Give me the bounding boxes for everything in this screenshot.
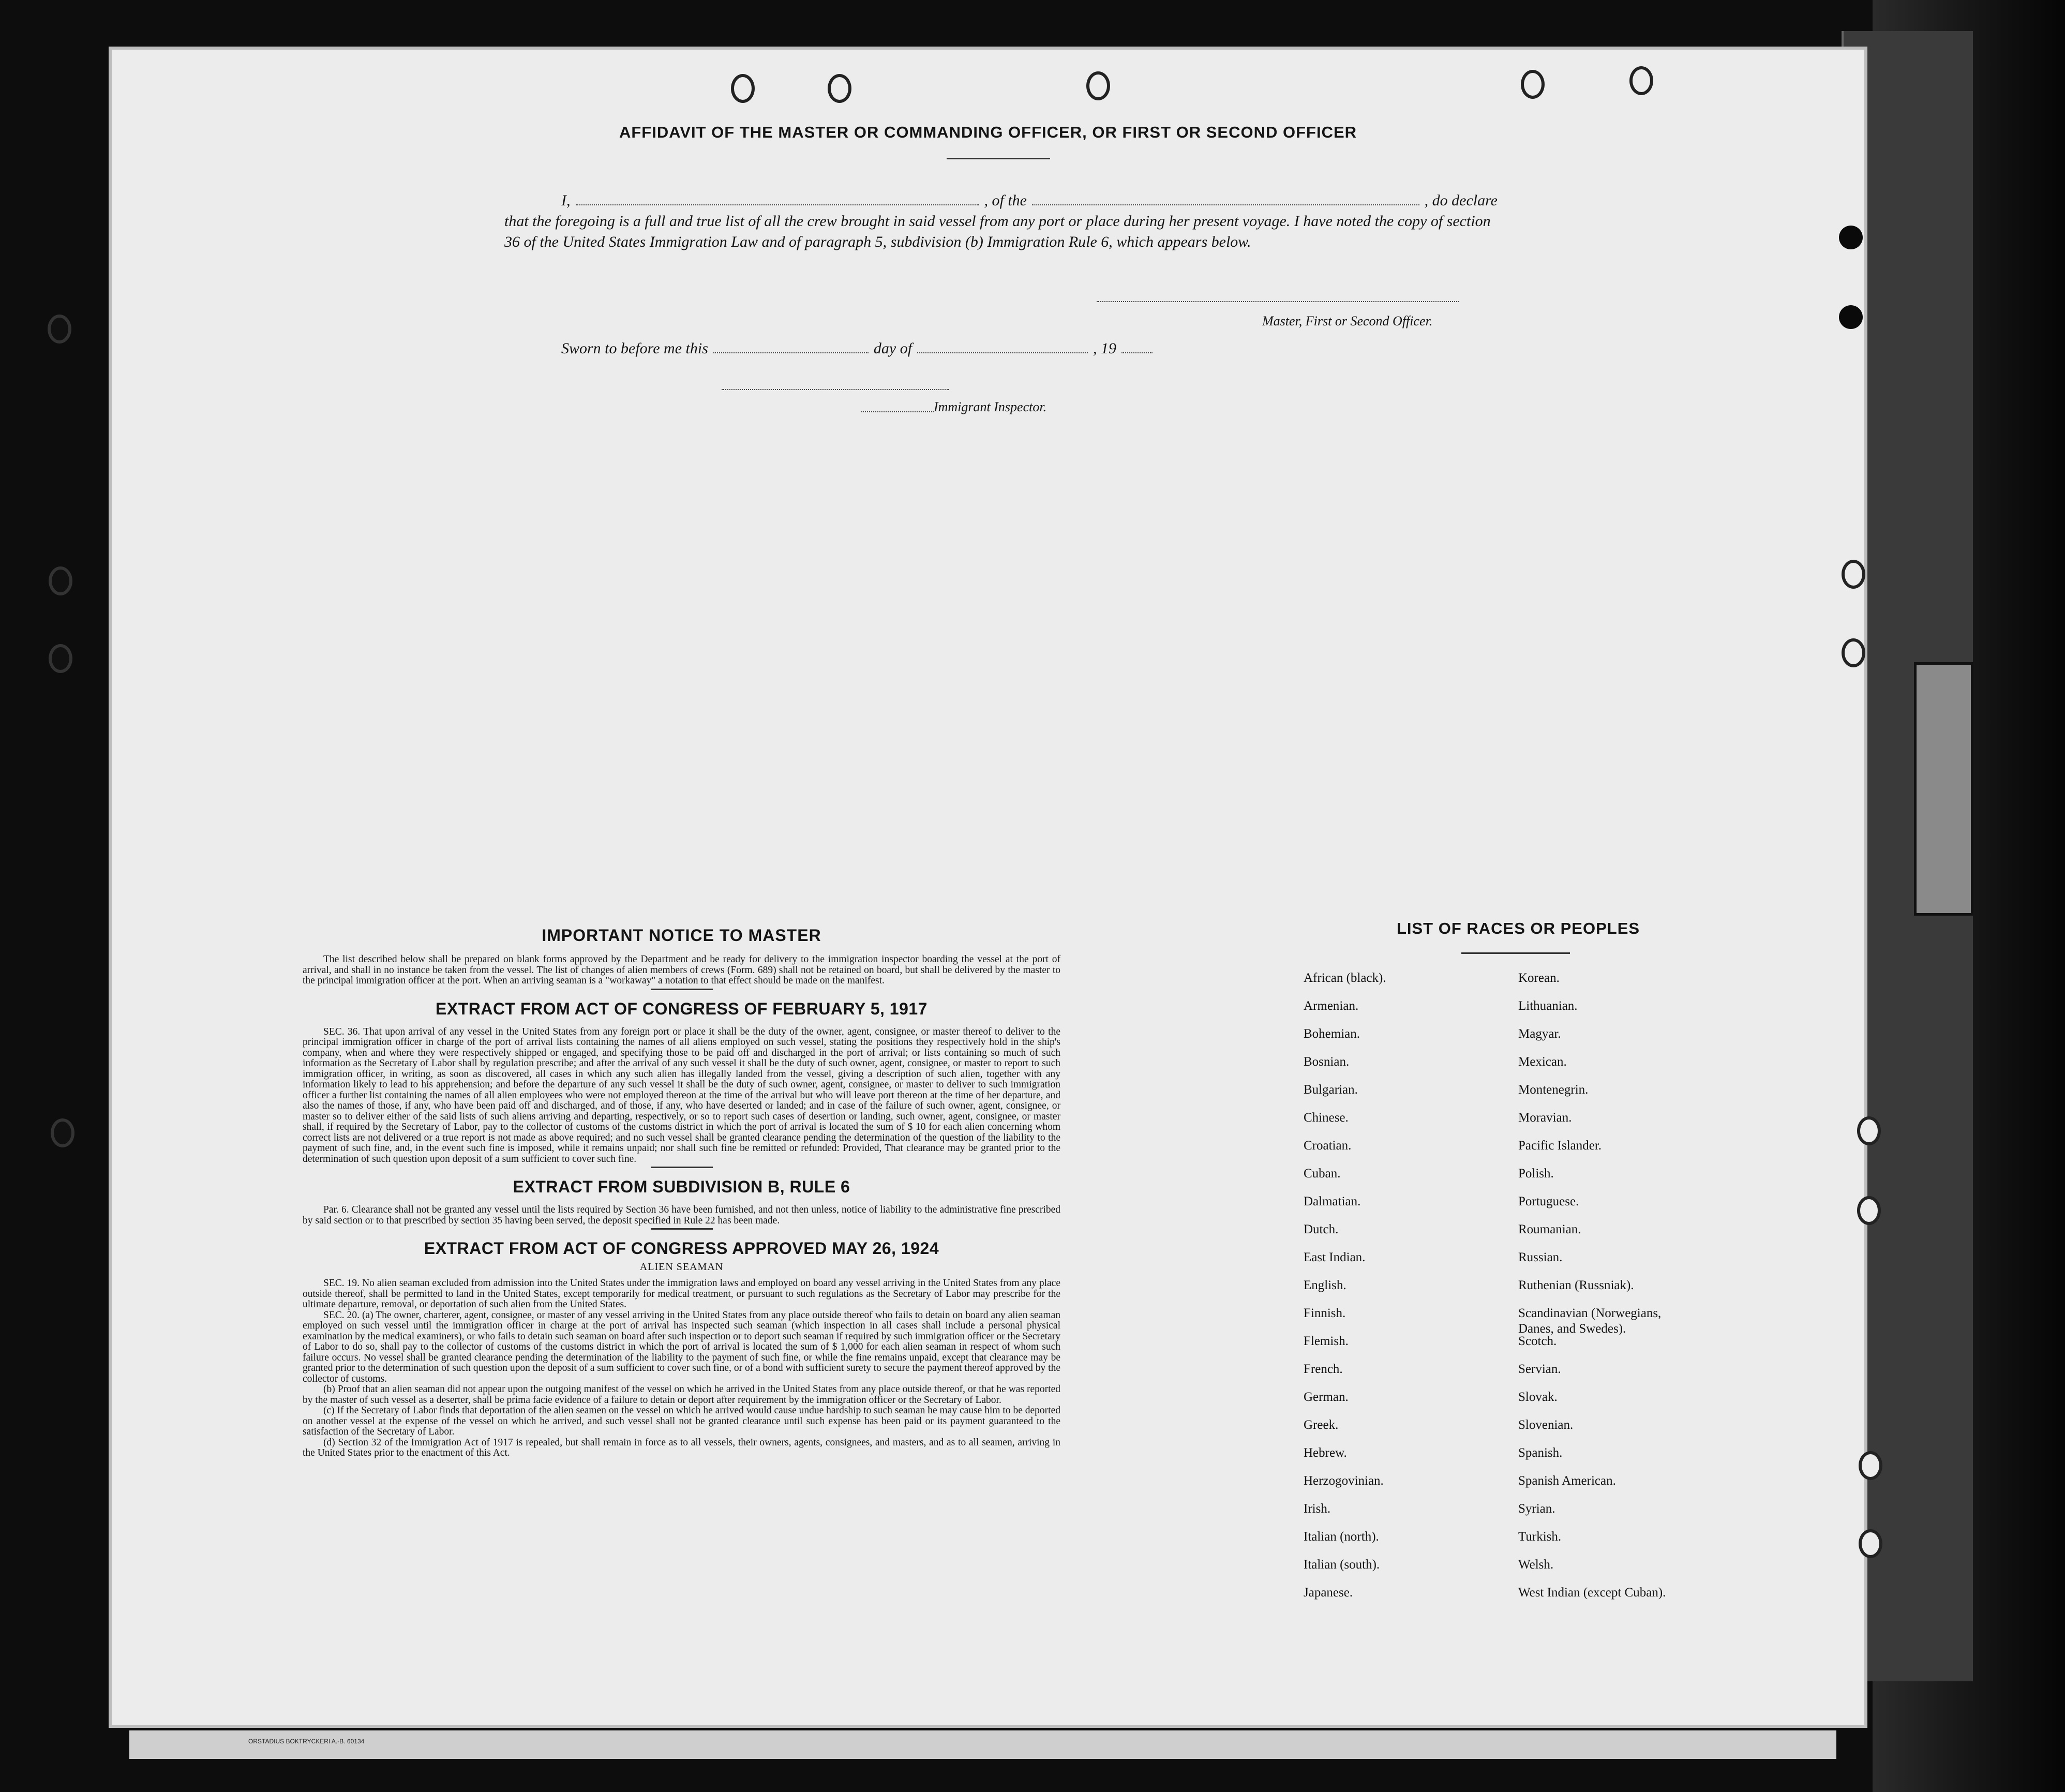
affidavit-title-rule — [947, 158, 1050, 159]
race-list-item: Lithuanian. — [1518, 999, 1578, 1013]
race-list-item: Bosnian. — [1304, 1055, 1350, 1069]
extract-1924-paragraph: (b) Proof that an alien seaman did not appear upon the outgoing manifest of the vessel on which he arrived in the United States from any place outside thereof, or that he was reported by the master of such vessel as a deserter, shall be prima facie evidence of a failure to detain or deport after requirement by the immigration officer or the Secretary of Labor. — [303, 1384, 1060, 1406]
race-list-item: Ruthenian (Russniak). — [1518, 1278, 1634, 1292]
extract-rule6-text: Par. 6. Clearance shall not be granted any vessel until the lists required by Section 36 have been furnished, and not then unless, notice of liability to the administrative fine prescribed by said section or to that prescribed by section 35 having been served, the deposit specified in Rule 22 has been made. — [303, 1204, 1060, 1226]
affidavit-text — [504, 190, 1498, 252]
vessel-field[interactable] — [1032, 193, 1419, 205]
punch-hole-icon — [51, 1118, 74, 1147]
sworn-day-field[interactable] — [713, 342, 869, 353]
race-list-item: Hebrew. — [1304, 1446, 1347, 1460]
extract-1924-paragraph: (c) If the Secretary of Labor finds that deportation of the alien seamen on the vessel on which he arrived would cause undue hardship to such seaman he may cause him to be deported on another vessel at the expense of the vessel on which he arrived, and such vessel shall not be granted clearance until such expense has been paid or its payment guaranteed to the satisfaction of the Secretary of Labor. — [303, 1405, 1060, 1437]
name-field[interactable] — [576, 193, 979, 205]
race-list-item: Cuban. — [1304, 1167, 1341, 1181]
affidavit-of-the-label: , of the — [984, 192, 1027, 209]
race-list-item: Montenegrin. — [1518, 1083, 1589, 1097]
races-title: LIST OF RACES OR PEOPLES — [1396, 919, 1640, 937]
races-column-a — [1304, 970, 1552, 1613]
race-list-item: Portuguese. — [1518, 1194, 1579, 1208]
race-list-item: Polish. — [1518, 1167, 1554, 1181]
section-divider — [651, 1228, 713, 1230]
affidavit-title: AFFIDAVIT OF THE MASTER OR COMMANDING OFFICER, OR FIRST OR SECOND OFFICER — [619, 123, 1357, 141]
affidavit-i-label: I, — [561, 192, 571, 209]
punch-hole-icon — [1629, 66, 1653, 95]
extract-1924-paragraph: SEC. 19. No alien seaman excluded from admission into the United States under the immigration laws and employed on board any vessel arriving in the United States from any place outside thereof, shall be permitted to land in the United States, except temporarily for medical treatment, or pursuant to such regulations as the Secretary of Labor may prescribe for the ultimate departure, removal, or deportation of such alien from the United States. — [303, 1278, 1060, 1310]
race-list-item: Scandinavian (Norwegians, Danes, and Swedes). — [1518, 1306, 1662, 1336]
extract-1917-text: SEC. 36. That upon arrival of any vessel in the United States from any foreign port or place it shall be the duty of the owner, agent, consignee, or master thereof to deliver to the principal immigration officer in charge of the port of arrival lists containing the names of all aliens employed on such vessel, stating the positions they respectively hold in the ship's company, when and where they were respectively shipped or engaged, and specifying those to be paid off and discharged in the port of arrival; or lists containing so much of such information as the Secretary of Labor shall by regulation prescribe; and after the arrival of any such vessel it shall be the duty of such owner, agent, consignee, or master to report to such immigration officer, in writing, as soon as discovered, all cases in which any such alien has illegally landed from the vessel, giving a description of such alien, together with any information likely to lead to his apprehension; and before the departure of any such vessel it shall be the duty of such owner, agent, consignee, or master to deliver to such immigration officer a further list containing the names of all alien employees who were not employed thereon at the time of the arrival but who will leave port thereon at the time of her departure, and also the names of those, if any, who have been paid off and discharged, and of those, if any, who have deserted or landed; and in case of the failure of such owner, agent, consignee, or master so to deliver either of the said lists of such aliens arriving and departing, respectively, or so to report such cases of desertion or landing, such owner, agent, consignee, or master shall, if required by the Secretary of Labor, pay to the collector of customs of the customs district in which the port of arrival is located the sum of $ 10 for each alien concerning whom correct lists are not delivered or a true report is not made as above required; and no such vessel shall be granted clearance pending the determination of the question of the liability to the payment of such fine, and, in the event such fine is imposed, while it remains unpaid; nor shall such fine be remitted or refunded: Provided, That clearance may be granted prior to the determination of such question upon deposit of a sum sufficient to cover such fine. — [303, 1026, 1060, 1164]
punch-hole-icon — [1521, 70, 1545, 99]
inspector-signature-field[interactable] — [722, 389, 949, 390]
punch-hole-icon — [1859, 1529, 1882, 1558]
race-list-item: Syrian. — [1518, 1502, 1555, 1516]
extract-1924-paragraph: (d) Section 32 of the Immigration Act of 1917 is repealed, but shall remain in force as to all vessels, their owners, agents, consignees, and masters, and as to all seamen, arriving in the United States prior to the enactment of this Act. — [303, 1437, 1060, 1458]
race-list-item: West Indian (except Cuban). — [1518, 1586, 1666, 1600]
race-list-item: Servian. — [1518, 1362, 1561, 1376]
race-list-item: Finnish. — [1304, 1306, 1346, 1320]
race-list-item: Italian (north). — [1304, 1530, 1379, 1544]
punch-hole-icon — [828, 74, 851, 103]
race-list-item: Greek. — [1304, 1418, 1339, 1432]
race-list-item: Flemish. — [1304, 1334, 1349, 1348]
race-list-item: Irish. — [1304, 1502, 1331, 1516]
punch-hole-icon — [1842, 560, 1865, 589]
race-list-item: Spanish. — [1518, 1446, 1563, 1460]
punch-hole-icon — [48, 315, 71, 344]
punch-hole-icon — [1857, 1116, 1881, 1145]
race-list-item: Scotch. — [1518, 1334, 1557, 1348]
extract-rule6-title: EXTRACT FROM SUBDIVISION B, RULE 6 — [513, 1177, 850, 1196]
race-list-item: Croatian. — [1304, 1139, 1352, 1153]
race-list-item: Slovak. — [1518, 1390, 1558, 1404]
binder-dot-icon — [1839, 226, 1863, 249]
race-list-item: Korean. — [1518, 971, 1560, 985]
race-list-item: Welsh. — [1518, 1558, 1554, 1572]
signature-label: Master, First or Second Officer. — [1262, 313, 1433, 328]
extract-1924-subtitle: ALIEN SEAMAN — [639, 1261, 724, 1273]
section-divider — [651, 1167, 713, 1168]
inspector-dotted-leader — [861, 411, 934, 412]
race-list-item: German. — [1304, 1390, 1349, 1404]
sworn-line — [561, 340, 1234, 357]
underlying-form-tab — [1914, 662, 1973, 916]
punch-hole-icon — [1859, 1451, 1882, 1480]
notices-section — [303, 926, 1060, 1459]
day-of-label: day of — [873, 340, 912, 357]
underlying-page-strip — [129, 1730, 1836, 1759]
race-list-item: East Indian. — [1304, 1250, 1366, 1264]
section-divider — [651, 989, 713, 990]
race-list-item: English. — [1304, 1278, 1346, 1292]
binder-dot-icon — [1839, 305, 1863, 329]
race-list-item: Pacific Islander. — [1518, 1139, 1602, 1153]
affidavit-body: that the foregoing is a full and true list of all the crew brought in said vessel from any port or place during her present voyage. I have noted the copy of section 36 of the United States Immigration Law and of paragraph 5, subdivision (b) Immigration Rule 6, which appears below. — [504, 213, 1491, 250]
signature-field[interactable] — [1097, 301, 1459, 302]
race-list-item: Magyar. — [1518, 1027, 1561, 1041]
year-label: , 19 — [1093, 340, 1117, 357]
race-list-item: Herzogovinian. — [1304, 1474, 1384, 1488]
race-list-item: Turkish. — [1518, 1530, 1562, 1544]
sworn-label: Sworn to before me this — [561, 340, 708, 357]
inspector-label: Immigrant Inspector. — [934, 399, 1047, 414]
punch-hole-icon — [1086, 71, 1110, 100]
punch-hole-icon — [1842, 638, 1865, 667]
race-list-item: Bulgarian. — [1304, 1083, 1358, 1097]
printer-mark: ORSTADIUS BOKTRYCKERI A.-B. 60134 — [248, 1738, 365, 1745]
notice-title: IMPORTANT NOTICE TO MASTER — [542, 926, 821, 945]
race-list-item: Russian. — [1518, 1250, 1563, 1264]
race-list-item: Spanish American. — [1518, 1474, 1616, 1488]
extract-1924-paragraph: SEC. 20. (a) The owner, charterer, agent, consignee, or master of any vessel arriving in the United States from any place outside thereof who fails to detain on board any alien seaman employed on such vessel until the immigration officer in charge at the port of arrival has inspected such seaman (which inspection in all cases shall include a personal physical examination by the medical examiners), or who fails to detain such seaman on board after such inspection or to deport such seaman if required by such immigration officer or the Secretary of Labor to do so, shall pay to the collector of customs of the customs district in which the port of arrival is located the sum of $ 1,000 for each alien seaman in respect of whom such failure occurs. No vessel shall be granted clearance pending the determination of the liability to the payment of such fine, or while the fine remains unpaid, except that clearance may be granted prior to the determination of such question upon the deposit of a sum sufficient to cover such fine, or of a bond with sufficient surety to secure the payment thereof approved by the collector of customs. — [303, 1309, 1060, 1384]
race-list-item: Mexican. — [1518, 1055, 1567, 1069]
notice-text: The list described below shall be prepared on blank forms approved by the Department and be ready for delivery to the immigration inspector boarding the vessel at the port of arrival, and shall in no instance be taken from the vessel. The list of changes of alien members of crews (Form. 689) shall not be retained on board, but shall be delivered by the master to the principal immigration officer at the port. When an arriving seaman is a "workaway" a notation to that effect should be made on the manifest. — [303, 954, 1060, 986]
race-list-item: French. — [1304, 1362, 1343, 1376]
punch-hole-icon — [731, 74, 755, 103]
punch-hole-icon — [49, 566, 72, 595]
punch-hole-icon — [49, 644, 72, 673]
extract-1924-title: EXTRACT FROM ACT OF CONGRESS APPROVED MAY 26, 1924 — [424, 1239, 939, 1258]
extract-1917-title: EXTRACT FROM ACT OF CONGRESS OF FEBRUARY 5, 1917 — [436, 999, 927, 1018]
race-list-item: Roumanian. — [1518, 1222, 1581, 1236]
sworn-month-field[interactable] — [917, 342, 1088, 353]
race-list-item: Dalmatian. — [1304, 1194, 1361, 1208]
races-column-b — [1518, 970, 1767, 1613]
race-list-item: Armenian. — [1304, 999, 1359, 1013]
race-list-item: Italian (south). — [1304, 1558, 1380, 1572]
races-title-rule — [1461, 952, 1570, 954]
race-list-item: Bohemian. — [1304, 1027, 1360, 1041]
race-list-item: Chinese. — [1304, 1111, 1349, 1125]
race-list-item: Dutch. — [1304, 1222, 1339, 1236]
race-list-item: Moravian. — [1518, 1111, 1572, 1125]
race-list-item: African (black). — [1304, 971, 1386, 985]
affidavit-first-line — [504, 190, 1498, 211]
sworn-year-field[interactable] — [1121, 342, 1153, 353]
race-list-item: Japanese. — [1304, 1586, 1353, 1600]
race-list-item: Slovenian. — [1518, 1418, 1574, 1432]
affidavit-do-declare-label: , do declare — [1424, 192, 1498, 209]
punch-hole-icon — [1857, 1196, 1881, 1225]
